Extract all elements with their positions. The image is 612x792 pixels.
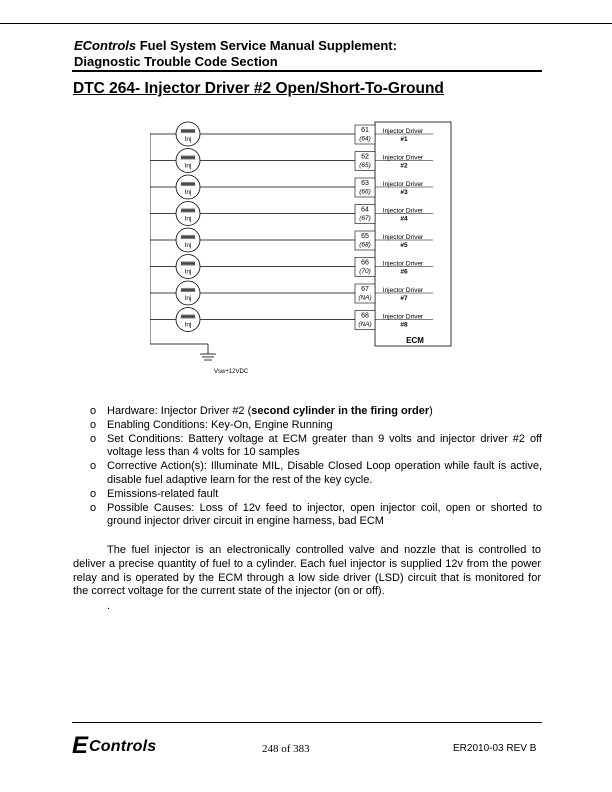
connector-alt-pin: (NA) <box>358 321 372 328</box>
bullet-possible-causes <box>90 502 542 530</box>
bullet-marker: o <box>90 418 97 431</box>
connector-alt-pin: (NA) <box>358 294 372 302</box>
header-title-text: Fuel System Service Manual Supplement: <box>136 38 397 53</box>
injector-row <box>150 281 433 305</box>
bullet-marker: o <box>90 487 97 500</box>
bullet-corrective-action <box>90 460 542 488</box>
document-id: ER2010-03 REV B <box>453 743 537 754</box>
logo-wordmark: Controls <box>89 738 157 755</box>
bullet-text <box>107 405 542 419</box>
page-header <box>74 38 542 70</box>
injector-label: Inj <box>184 295 192 302</box>
bullet-text: Corrective Action(s): Illuminate MIL, Disable Closed Loop operation while fault is active, disable fuel adaptive learn for the rest of the key cycle. <box>107 460 542 486</box>
bullet-marker: o <box>90 405 97 417</box>
injector-row <box>150 149 433 173</box>
injector-row <box>150 308 433 332</box>
injector-label: Inj <box>184 321 192 329</box>
page-title: DTC 264- Injector Driver #2 Open/Short-To-Ground <box>73 80 444 97</box>
injector-row <box>150 175 433 199</box>
injector-label: Inj <box>184 162 192 170</box>
injector-row <box>150 122 433 146</box>
injector-label: Inj <box>184 268 192 276</box>
connector-pin-number: 67 <box>361 286 369 293</box>
injector-driver-number: #7 <box>400 295 408 302</box>
bullet-hardware <box>90 405 542 419</box>
bullet-emissions <box>90 488 542 502</box>
injector-driver-number: #8 <box>400 321 408 329</box>
injector-label: Inj <box>184 189 192 196</box>
connector-alt-pin: (66) <box>359 188 371 196</box>
connector-alt-pin: (64) <box>359 135 371 143</box>
trailing-dot: . <box>107 600 111 612</box>
bullet-hardware-prefix: Hardware: Injector Driver #2 ( <box>107 405 252 417</box>
supply-voltage-label: Vsw+12VDC <box>214 369 249 375</box>
bullet-text: Enabling Conditions: Key-On, Engine Running <box>107 418 333 431</box>
connector-pin-number: 65 <box>361 233 369 240</box>
bullet-marker: o <box>90 460 97 473</box>
injector-driver-label: Injector Driver <box>382 287 424 294</box>
connector-pin-number: 66 <box>361 259 369 267</box>
injector-label: Inj <box>184 136 192 143</box>
bullet-hardware-bold: second cylinder in the firing order <box>251 405 430 417</box>
connector-pin-number: 62 <box>361 153 369 161</box>
bullet-set-conditions <box>90 433 542 461</box>
header-rule <box>72 70 542 72</box>
injector-driver-number: #1 <box>400 136 408 143</box>
injector-driver-label: Injector Driver <box>382 128 424 135</box>
header-subtitle: Diagnostic Trouble Code Section <box>74 54 278 69</box>
injector-driver-label: Injector Driver <box>382 234 424 241</box>
econtrols-logo <box>72 733 172 759</box>
connector-alt-pin: (67) <box>359 215 371 222</box>
injector-driver-number: #3 <box>400 189 408 196</box>
dtc-bullet-list <box>90 405 542 529</box>
injector-driver-number: #5 <box>400 242 408 249</box>
wiring-diagram <box>150 118 460 380</box>
bullet-text: Emissions-related fault <box>107 487 219 500</box>
injector-driver-label: Injector Driver <box>382 313 424 321</box>
bullet-marker: o <box>90 432 97 445</box>
header-brand: EControls <box>74 38 137 53</box>
injector-row <box>150 228 433 252</box>
bullet-enabling-conditions <box>90 419 542 433</box>
injector-driver-label: Injector Driver <box>382 181 424 188</box>
ecm-label: ECM <box>406 336 424 345</box>
header-title-line <box>74 38 542 54</box>
footer-rule <box>72 722 542 723</box>
connector-alt-pin: (68) <box>359 241 371 249</box>
injector-label: Inj <box>184 242 192 249</box>
injector-row <box>150 255 433 279</box>
injector-row <box>150 202 433 226</box>
description-paragraph: The fuel injector is an electronically controlled valve and nozzle that is controlled to deliver a precise quantity of fuel to a cylinder. Each fuel injector is supplied 12v from the power relay and is operated by the ECM through a low side driver (LSD) circuit that is monitored for the correct voltage for the current state of the injector (on or off). <box>73 544 541 598</box>
connector-pin-number: 61 <box>361 127 369 134</box>
wiring-diagram-svg <box>150 118 460 380</box>
logo-e-letter: E <box>72 732 89 759</box>
bullet-marker: o <box>90 501 97 514</box>
page-number: 248 of 383 <box>262 743 310 755</box>
injector-rows <box>150 122 433 332</box>
injector-driver-number: #6 <box>400 268 408 276</box>
connector-pin-number: 64 <box>361 206 369 214</box>
top-rule <box>0 23 612 24</box>
injector-driver-label: Injector Driver <box>382 260 424 268</box>
injector-driver-label: Injector Driver <box>382 154 424 162</box>
connector-alt-pin: (65) <box>359 162 371 169</box>
injector-label: Inj <box>184 215 192 223</box>
connector-pin-number: 63 <box>361 180 369 187</box>
connector-alt-pin: (70) <box>359 268 371 275</box>
injector-driver-number: #4 <box>400 215 408 223</box>
injector-driver-label: Injector Driver <box>382 207 424 215</box>
bullet-text: Set Conditions: Battery voltage at ECM greater than 9 volts and injector driver #2 off voltage less than 4 volts for 10 samples <box>107 432 542 459</box>
bullet-hardware-suffix: ) <box>429 405 433 417</box>
bullet-text: Possible Causes: Loss of 12v feed to injector, open injector coil, open or shorted to ground injector driver circuit in engine harness, bad ECM <box>107 501 542 528</box>
connector-pin-number: 68 <box>361 312 369 320</box>
injector-driver-number: #2 <box>400 162 408 170</box>
